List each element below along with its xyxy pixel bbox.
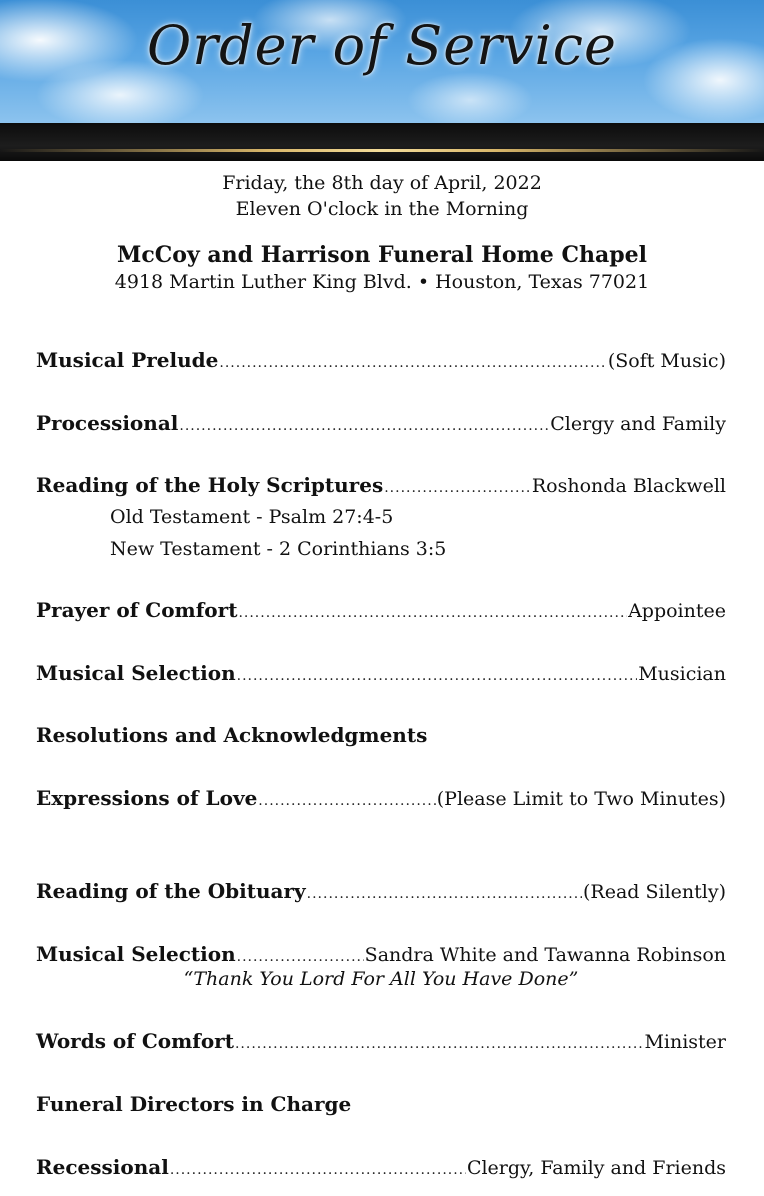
- item-value: (Read Silently): [582, 881, 726, 903]
- program-item-musical-selection: [36, 660, 726, 689]
- item-title: Reading of the Obituary: [36, 879, 306, 903]
- item-value: (Please Limit to Two Minutes): [436, 788, 726, 810]
- item-value: Appointee: [628, 600, 726, 622]
- scripture-new-testament: New Testament - 2 Corinthians 3:5: [110, 538, 447, 560]
- leader-dots: [384, 475, 531, 501]
- service-datetime: [0, 170, 764, 222]
- item-title: Musical Selection: [36, 942, 236, 966]
- scripture-old-testament: Old Testament - Psalm 27:4-5: [110, 506, 394, 528]
- item-title: Words of Comfort: [36, 1029, 234, 1053]
- item-value: Sandra White and Tawanna Robinson: [364, 944, 726, 966]
- program-item-musical-prelude: [36, 347, 726, 376]
- program-item-musical-selection-2: [36, 941, 726, 970]
- program-item-words-of-comfort: [36, 1028, 726, 1057]
- item-title: Recessional: [36, 1155, 169, 1179]
- item-title: Reading of the Holy Scriptures: [36, 473, 384, 497]
- program-item-prayer-of-comfort: [36, 597, 726, 626]
- program-item-scripture-reading: [36, 472, 726, 501]
- item-value: Roshonda Blackwell: [531, 475, 726, 497]
- program-item-recessional: [36, 1154, 726, 1183]
- banner-band: [0, 123, 764, 161]
- banner-title: Order of Service: [147, 14, 617, 77]
- chapel-address: 4918 Martin Luther King Blvd. • Houston, Texas 77021: [114, 271, 650, 293]
- program-item-processional: [36, 410, 726, 439]
- song-title: “Thank You Lord For All You Have Done”: [183, 968, 579, 990]
- item-value: Minister: [644, 1031, 726, 1053]
- item-title: Musical Prelude: [36, 348, 219, 372]
- leader-dots: [307, 881, 582, 907]
- item-title: Processional: [36, 411, 179, 435]
- item-title: Musical Selection: [36, 661, 236, 685]
- leader-dots: [170, 1157, 466, 1183]
- leader-dots: [238, 600, 627, 626]
- item-title: Funeral Directors in Charge: [36, 1092, 352, 1116]
- leader-dots: [179, 413, 549, 439]
- time-line: Eleven O'clock in the Morning: [235, 198, 529, 220]
- leader-dots: [235, 1031, 643, 1057]
- item-title: Resolutions and Acknowledgments: [36, 723, 428, 747]
- program-item-funeral-directors: [36, 1091, 726, 1117]
- item-value: Musician: [638, 663, 726, 685]
- item-value: Clergy, Family and Friends: [466, 1157, 726, 1179]
- item-title: Prayer of Comfort: [36, 598, 238, 622]
- item-title: Expressions of Love: [36, 786, 258, 810]
- chapel-name: McCoy and Harrison Funeral Home Chapel: [117, 242, 647, 268]
- leader-dots: [237, 663, 638, 689]
- program-item-expressions-of-love: [36, 785, 726, 814]
- banner-image: [0, 0, 764, 123]
- item-value: (Soft Music): [607, 350, 726, 372]
- date-line: Friday, the 8th day of April, 2022: [222, 172, 542, 194]
- leader-dots: [219, 350, 606, 376]
- program-item-obituary-reading: [36, 878, 726, 907]
- leader-dots: [258, 788, 435, 814]
- program-item-resolutions: [36, 722, 726, 748]
- item-value: Clergy and Family: [550, 413, 726, 435]
